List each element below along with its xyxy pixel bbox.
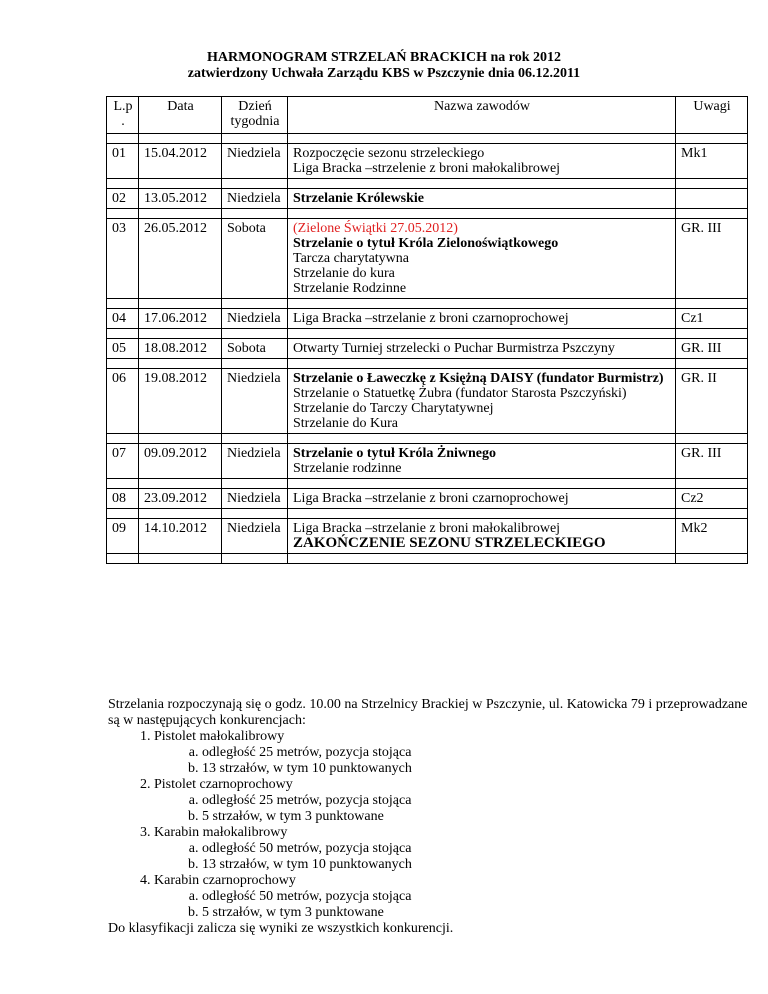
competition-detail: b. 5 strzałów, w tym 3 punktowane xyxy=(202,809,748,825)
table-row xyxy=(107,189,748,209)
competition-detail: a. odległość 50 metrów, pozycja stojąca xyxy=(202,841,748,857)
cell-event-name xyxy=(288,339,676,359)
cell-remarks xyxy=(676,189,748,209)
cell-day: Niedziela xyxy=(222,369,288,434)
table-row xyxy=(107,219,748,299)
cell-event-name xyxy=(288,219,676,299)
cell-date: 14.10.2012 xyxy=(139,519,222,554)
competition-label: Karabin czarnoprochowy xyxy=(154,873,296,888)
header-uwagi: Uwagi xyxy=(676,97,748,134)
cell-date: 09.09.2012 xyxy=(139,444,222,479)
competition-list xyxy=(108,729,748,921)
schedule-table xyxy=(106,96,748,564)
cell-lp: 07 xyxy=(107,444,139,479)
cell-lp: 04 xyxy=(107,309,139,329)
competition-detail: b. 13 strzałów, w tym 10 punktowanych xyxy=(202,857,748,873)
event-line: Liga Bracka –strzelenie z broni małokalibrowej xyxy=(293,161,561,176)
table-row xyxy=(107,519,748,554)
event-line: Strzelanie do kura xyxy=(293,266,395,281)
table-spacer-row xyxy=(107,179,748,189)
table-row xyxy=(107,369,748,434)
cell-lp: 02 xyxy=(107,189,139,209)
competition-label: Karabin małokalibrowy xyxy=(154,825,288,840)
cell-day: Sobota xyxy=(222,339,288,359)
cell-remarks: Cz2 xyxy=(676,489,748,509)
cell-date: 13.05.2012 xyxy=(139,189,222,209)
table-spacer-row xyxy=(107,299,748,309)
cell-lp: 01 xyxy=(107,144,139,179)
cell-lp: 08 xyxy=(107,489,139,509)
cell-remarks: Mk2 xyxy=(676,519,748,554)
cell-date: 23.09.2012 xyxy=(139,489,222,509)
competition-detail: a. odległość 25 metrów, pozycja stojąca xyxy=(202,745,748,761)
event-line: Strzelanie o Statuetkę Żubra (fundator Starosta Pszczyński) xyxy=(293,386,627,401)
event-line: Strzelanie do Kura xyxy=(293,416,398,431)
header-dzien: Dzień tygodnia xyxy=(222,97,288,134)
cell-event-name xyxy=(288,519,676,554)
table-row xyxy=(107,309,748,329)
table-spacer-row xyxy=(107,509,748,519)
event-line: Liga Bracka –strzelanie z broni czarnoprochowej xyxy=(293,491,569,506)
document-title: HARMONOGRAM STRZELAŃ BRACKICH na rok 2012 xyxy=(206,50,562,65)
cell-date: 26.05.2012 xyxy=(139,219,222,299)
cell-event-name xyxy=(288,144,676,179)
event-line: Strzelanie rodzinne xyxy=(293,461,402,476)
competition-item xyxy=(154,729,748,777)
event-line: Liga Bracka –strzelanie z broni małokalibrowej xyxy=(293,521,561,536)
cell-day: Niedziela xyxy=(222,189,288,209)
event-line: Strzelanie Królewskie xyxy=(293,191,425,206)
table-spacer-row xyxy=(107,434,748,444)
event-line: ZAKOŃCZENIE SEZONU STRZELECKIEGO xyxy=(293,535,606,551)
competition-info xyxy=(108,697,748,937)
competition-details xyxy=(154,745,748,777)
competition-item xyxy=(154,777,748,825)
event-line: Strzelanie Rodzinne xyxy=(293,281,407,296)
table-row xyxy=(107,489,748,509)
table-spacer-row xyxy=(107,479,748,489)
competition-label: Pistolet czarnoprochowy xyxy=(154,777,293,792)
cell-remarks: GR. II xyxy=(676,369,748,434)
cell-remarks: Cz1 xyxy=(676,309,748,329)
cell-event-name xyxy=(288,444,676,479)
table-spacer-row xyxy=(107,134,748,144)
event-line: Liga Bracka –strzelanie z broni czarnoprochowej xyxy=(293,311,569,326)
cell-date: 17.06.2012 xyxy=(139,309,222,329)
cell-event-name xyxy=(288,189,676,209)
competition-detail: b. 13 strzałów, w tym 10 punktowanych xyxy=(202,761,748,777)
table-spacer-row xyxy=(107,554,748,564)
cell-event-name xyxy=(288,309,676,329)
competition-label: Pistolet małokalibrowy xyxy=(154,729,285,744)
header-lp: L.p . xyxy=(107,97,139,134)
cell-lp: 03 xyxy=(107,219,139,299)
event-line: Tarcza charytatywna xyxy=(293,251,409,266)
header-data: Data xyxy=(139,97,222,134)
competition-details xyxy=(154,793,748,825)
info-closing: Do klasyfikacji zalicza się wyniki ze wszystkich konkurencji. xyxy=(108,921,454,936)
cell-day: Niedziela xyxy=(222,489,288,509)
competition-details xyxy=(154,841,748,873)
cell-event-name xyxy=(288,369,676,434)
document-subtitle: zatwierdzony Uchwała Zarządu KBS w Pszczynie dnia 06.12.2011 xyxy=(187,66,581,81)
table-row xyxy=(107,444,748,479)
cell-remarks: GR. III xyxy=(676,444,748,479)
event-line: (Zielone Świątki 27.05.2012) xyxy=(293,221,458,236)
competition-detail: b. 5 strzałów, w tym 3 punktowane xyxy=(202,905,748,921)
table-spacer-row xyxy=(107,359,748,369)
competition-detail: a. odległość 50 metrów, pozycja stojąca xyxy=(202,889,748,905)
table-row xyxy=(107,144,748,179)
cell-date: 19.08.2012 xyxy=(139,369,222,434)
info-intro: Strzelania rozpoczynają się o godz. 10.00 na Strzelnicy Brackiej w Pszczynie, ul. Katowicka 79 i przeprowadzane są w następujących konkurencjach: xyxy=(108,697,748,728)
table-row xyxy=(107,339,748,359)
event-line: Rozpoczęcie sezonu strzeleckiego xyxy=(293,146,485,161)
event-line: Strzelanie o Ławeczkę z Księżną DAISY (fundator Burmistrz) xyxy=(293,371,664,386)
cell-day: Niedziela xyxy=(222,309,288,329)
event-line: Strzelanie o tytuł Króla Żniwnego xyxy=(293,446,496,461)
table-header-row xyxy=(107,97,748,134)
cell-day: Niedziela xyxy=(222,144,288,179)
cell-lp: 09 xyxy=(107,519,139,554)
cell-remarks: Mk1 xyxy=(676,144,748,179)
cell-lp: 05 xyxy=(107,339,139,359)
cell-day: Niedziela xyxy=(222,444,288,479)
cell-event-name xyxy=(288,489,676,509)
cell-date: 15.04.2012 xyxy=(139,144,222,179)
event-line: Strzelanie o tytuł Króla Zielonoświątkowego xyxy=(293,236,559,251)
cell-lp: 06 xyxy=(107,369,139,434)
competition-item xyxy=(154,825,748,873)
cell-remarks: GR. III xyxy=(676,219,748,299)
competition-detail: a. odległość 25 metrów, pozycja stojąca xyxy=(202,793,748,809)
table-spacer-row xyxy=(107,209,748,219)
table-spacer-row xyxy=(107,329,748,339)
header-nazwa: Nazwa zawodów xyxy=(288,97,676,134)
cell-date: 18.08.2012 xyxy=(139,339,222,359)
event-line: Strzelanie do Tarczy Charytatywnej xyxy=(293,401,494,416)
cell-day: Sobota xyxy=(222,219,288,299)
event-line: Otwarty Turniej strzelecki o Puchar Burmistrza Pszczyny xyxy=(293,341,615,356)
competition-details xyxy=(154,889,748,921)
competition-item xyxy=(154,873,748,921)
cell-remarks: GR. III xyxy=(676,339,748,359)
cell-day: Niedziela xyxy=(222,519,288,554)
